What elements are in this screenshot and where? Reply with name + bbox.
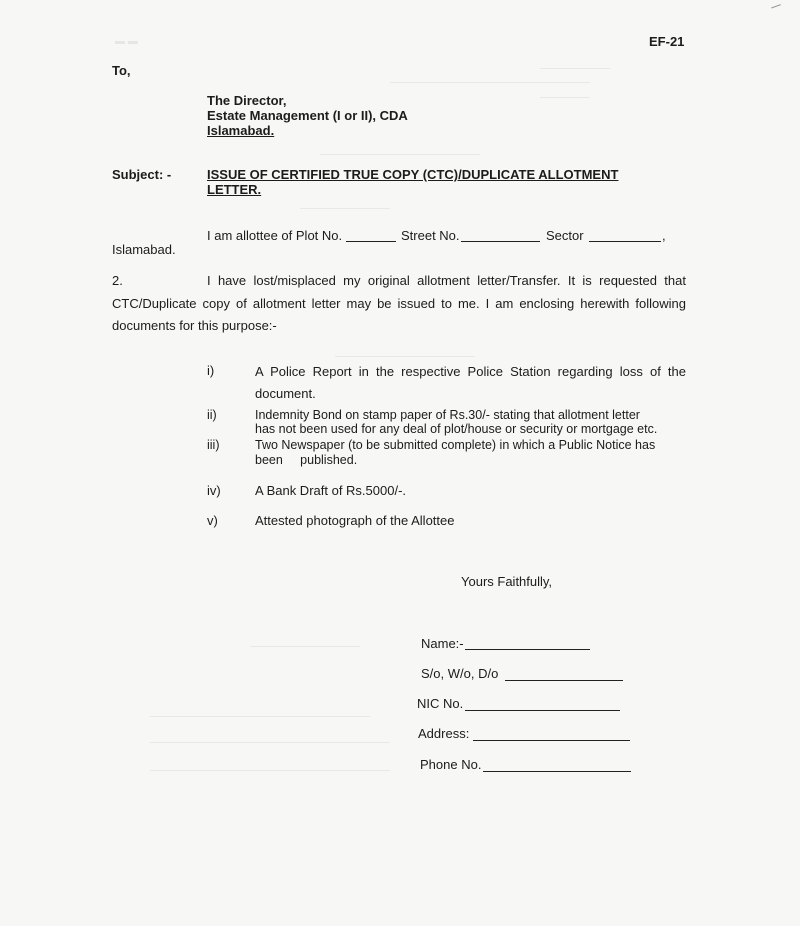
addressee-city: Islamabad. bbox=[207, 123, 275, 138]
doc-item-text: Indemnity Bond on stamp paper of Rs.30/- stating that allotment letter bbox=[255, 408, 640, 422]
sector-comma: , bbox=[662, 228, 666, 243]
para2-line-2: CTC/Duplicate copy of allotment letter may be issued to me. I am enclosing herewith following bbox=[112, 296, 686, 311]
doc-item-text-cont: been published. bbox=[255, 453, 358, 467]
bleed-through-mark bbox=[250, 646, 360, 647]
closing: Yours Faithfully, bbox=[461, 574, 553, 589]
doc-item-number: i) bbox=[207, 363, 215, 378]
para2-line-1: I have lost/misplaced my original allotment letter/Transfer. It is requested that bbox=[207, 273, 686, 288]
subject-label: Subject: - bbox=[112, 167, 172, 182]
bleed-through-mark bbox=[320, 154, 480, 155]
bleed-through-mark bbox=[540, 97, 590, 98]
sector-blank[interactable] bbox=[589, 229, 661, 247]
plot-label: I am allottee of Plot No. bbox=[207, 228, 343, 243]
doc-item-text: Attested photograph of the Allottee bbox=[255, 513, 455, 528]
plot-number-blank[interactable] bbox=[346, 229, 396, 247]
para2-number: 2. bbox=[112, 273, 123, 288]
doc-item-text-cont: document. bbox=[255, 386, 316, 401]
bleed-through-text: ▬ ▬ bbox=[115, 36, 138, 47]
doc-item-number: v) bbox=[207, 513, 218, 528]
city-text: Islamabad. bbox=[112, 242, 176, 257]
bleed-through-mark bbox=[150, 770, 390, 771]
bleed-through-mark bbox=[540, 68, 610, 69]
bleed-through-mark bbox=[150, 742, 390, 743]
phone-blank[interactable] bbox=[483, 759, 631, 777]
street-number-blank[interactable] bbox=[461, 229, 540, 247]
address-blank[interactable] bbox=[473, 728, 630, 746]
para2-line-3: documents for this purpose:- bbox=[112, 318, 277, 333]
bleed-through-mark bbox=[150, 716, 370, 717]
nic-label: NIC No. bbox=[417, 696, 464, 711]
doc-item-text: Two Newspaper (to be submitted complete) in which a Public Notice has bbox=[255, 438, 656, 452]
bleed-through-mark bbox=[335, 356, 475, 357]
name-label: Name:- bbox=[421, 636, 464, 651]
subject-line-1: ISSUE OF CERTIFIED TRUE COPY (CTC)/DUPLICATE ALLOTMENT bbox=[207, 167, 619, 182]
bleed-through-mark bbox=[300, 208, 390, 209]
doc-item-text: A Bank Draft of Rs.5000/-. bbox=[255, 483, 407, 498]
address-label: Address: bbox=[418, 726, 470, 741]
parentage-label: S/o, W/o, D/o bbox=[421, 666, 499, 681]
doc-item-text: A Police Report in the respective Police Station regarding loss of the bbox=[255, 364, 686, 379]
salutation: To, bbox=[112, 63, 131, 78]
street-label: Street No. bbox=[401, 228, 460, 243]
name-blank[interactable] bbox=[465, 637, 590, 655]
doc-item-text-cont: has not been used for any deal of plot/house or security or mortgage etc. bbox=[255, 422, 658, 436]
addressee-title: The Director, bbox=[207, 93, 287, 108]
sector-label: Sector bbox=[546, 228, 584, 243]
parentage-blank[interactable] bbox=[505, 668, 623, 686]
bleed-through-mark bbox=[390, 82, 590, 83]
subject-line-2: LETTER. bbox=[207, 182, 262, 197]
addressee-department: Estate Management (I or II), CDA bbox=[207, 108, 408, 123]
nic-blank[interactable] bbox=[465, 698, 620, 716]
doc-item-number: ii) bbox=[207, 408, 217, 422]
doc-item-number: iii) bbox=[207, 438, 220, 452]
phone-label: Phone No. bbox=[420, 757, 482, 772]
doc-item-number: iv) bbox=[207, 483, 221, 498]
form-code: EF-21 bbox=[649, 34, 685, 49]
scan-mark bbox=[769, 0, 781, 8]
